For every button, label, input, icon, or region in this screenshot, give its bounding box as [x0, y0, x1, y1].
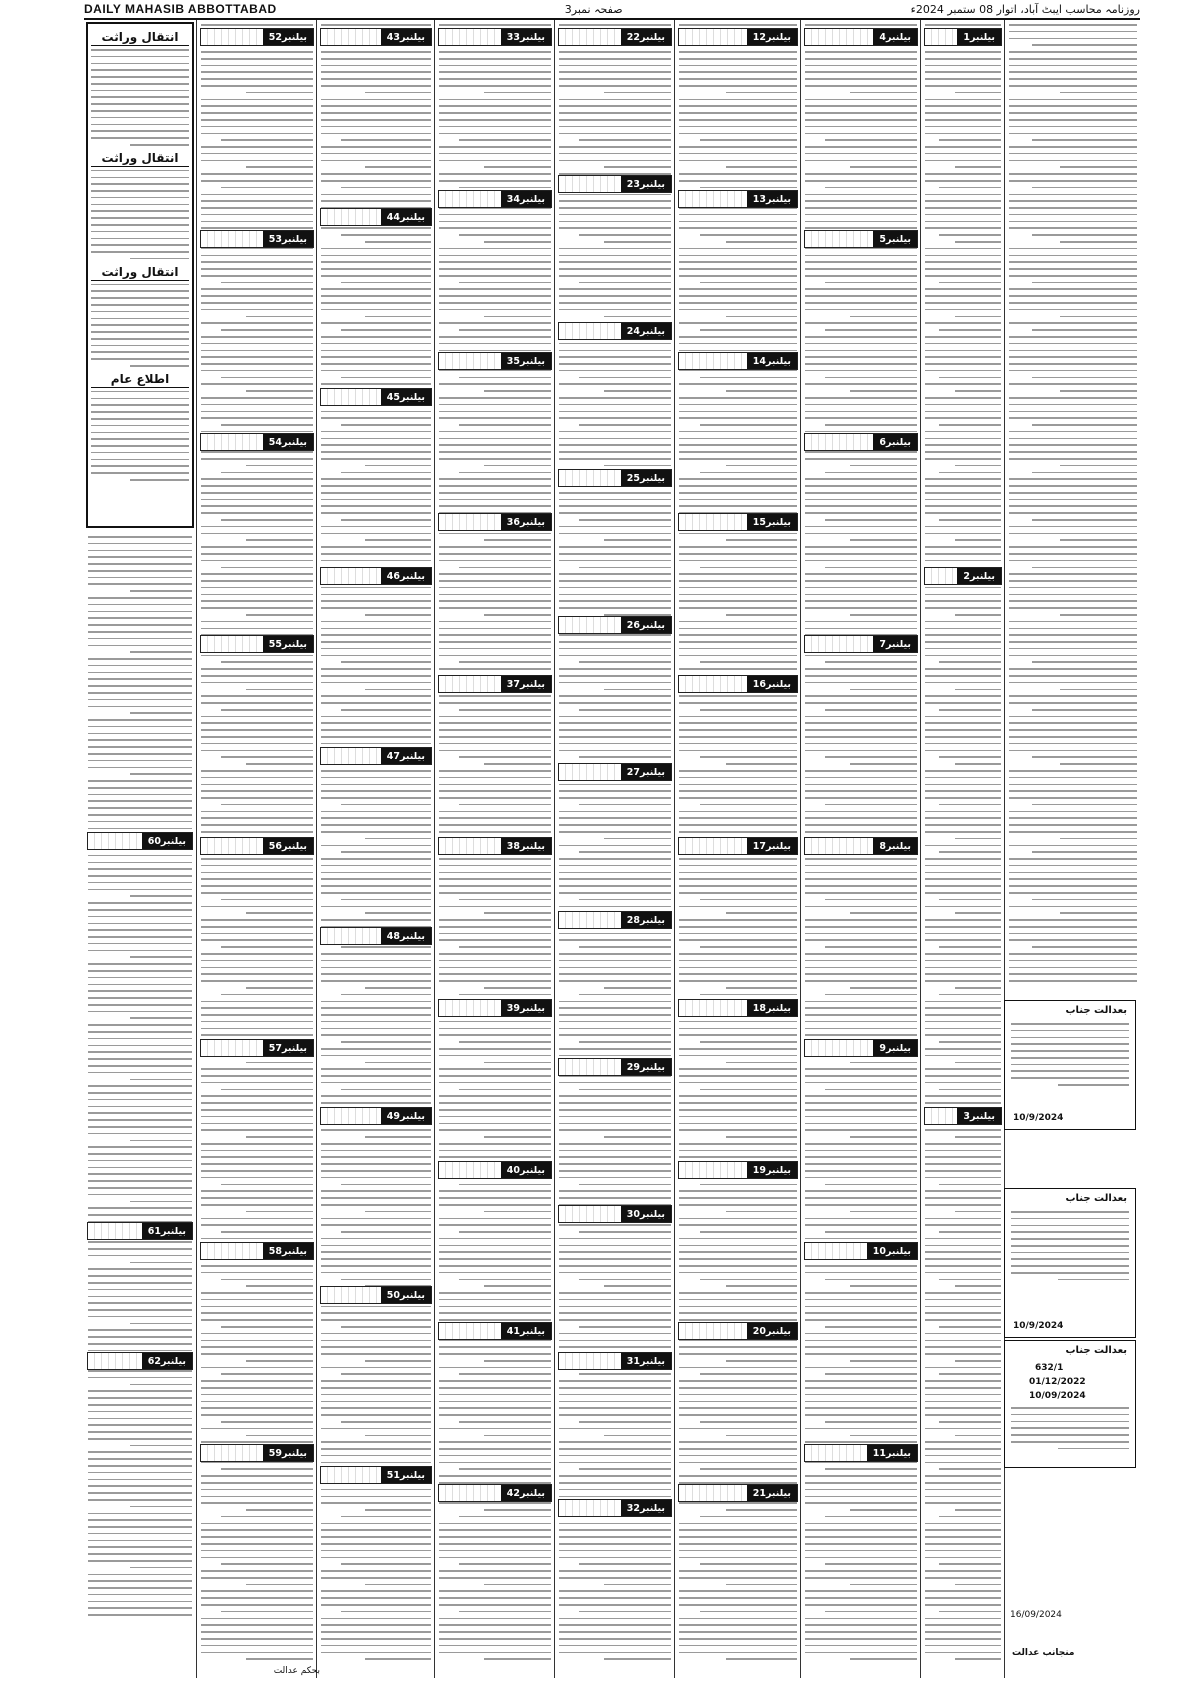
entry-label: بیلنبر: [640, 1061, 665, 1073]
entry-number: 20: [752, 1325, 766, 1337]
entry-label: بیلنبر: [766, 840, 791, 852]
entry-header: [678, 513, 798, 531]
entry-label: بیلنبر: [400, 31, 425, 43]
notice-title: انتقال وراثت: [91, 265, 189, 281]
notice-title: انتقال وراثت: [91, 151, 189, 167]
entry-label: بیلنبر: [282, 31, 307, 43]
entry-header: [438, 1322, 552, 1340]
column-text: [925, 24, 1001, 1665]
entry-header: [200, 433, 314, 451]
entry-number: 45: [386, 391, 400, 403]
entry-number: 42: [506, 1487, 520, 1499]
case-date: 01/12/2022: [1029, 1377, 1086, 1387]
entry-label: بیلنبر: [400, 750, 425, 762]
entry-header: [438, 352, 552, 370]
entry-header: [924, 567, 1002, 585]
entry-label: بیلنبر: [520, 193, 545, 205]
entry-label: بیلنبر: [970, 570, 995, 582]
entry-number: 36: [506, 516, 520, 528]
entry-header: [558, 1205, 672, 1223]
entry-header: [87, 1222, 193, 1240]
entry-header: [804, 1242, 918, 1260]
entry-number: 54: [268, 436, 282, 448]
entry-label: بیلنبر: [640, 619, 665, 631]
entry-header: [438, 28, 552, 46]
entry-header: [200, 1242, 314, 1260]
entry-header: [200, 1039, 314, 1057]
entry-header: [320, 747, 432, 765]
entry-number: 1: [963, 31, 970, 43]
column-text: [1009, 24, 1137, 987]
newspaper-name: DAILY MAHASIB ABBOTTABAD: [84, 2, 277, 16]
entry-header: [200, 635, 314, 653]
entry-label: بیلنبر: [282, 1447, 307, 1459]
entry-header: [320, 1286, 432, 1304]
entry-header: [558, 616, 672, 634]
notice-date: 16/09/2024: [1010, 1610, 1062, 1620]
entry-header: [87, 832, 193, 850]
entry-label: بیلنبر: [161, 1225, 186, 1237]
notice-title: اطلاع عام: [91, 372, 189, 388]
entry-header: [558, 1058, 672, 1076]
entry-number: 11: [872, 1447, 886, 1459]
entry-label: بیلنبر: [886, 1245, 911, 1257]
notice-text: [91, 49, 189, 146]
column-2: [196, 20, 317, 1678]
notice-text: [91, 391, 189, 481]
issue-date: روزنامہ محاسب ایبٹ آباد، اتوار 08 ستمبر 2024ء: [910, 2, 1140, 16]
entry-header: [678, 675, 798, 693]
entry-header: [678, 1161, 798, 1179]
entry-label: بیلنبر: [886, 638, 911, 650]
entry-header: [804, 1039, 918, 1057]
entry-label: بیلنبر: [640, 325, 665, 337]
entry-header: [438, 1484, 552, 1502]
entry-label: بیلنبر: [400, 391, 425, 403]
entry-label: بیلنبر: [640, 31, 665, 43]
footer-note: بحکم عدالت: [273, 1666, 320, 1676]
entry-number: 22: [626, 31, 640, 43]
entry-header: [438, 837, 552, 855]
entry-number: 35: [506, 355, 520, 367]
entry-label: بیلنبر: [520, 355, 545, 367]
entry-number: 5: [879, 233, 886, 245]
entry-number: 26: [626, 619, 640, 631]
entry-number: 19: [752, 1164, 766, 1176]
entry-header: [804, 433, 918, 451]
entry-label: بیلنبر: [282, 1042, 307, 1054]
entry-header: [558, 469, 672, 487]
entry-label: بیلنبر: [282, 638, 307, 650]
entry-label: بیلنبر: [766, 1164, 791, 1176]
entry-header: [558, 175, 672, 193]
entry-label: بیلنبر: [282, 840, 307, 852]
entry-label: بیلنبر: [520, 678, 545, 690]
court-notice-box: [1004, 1000, 1136, 1130]
entry-number: 34: [506, 193, 520, 205]
court-case-box: [1004, 1340, 1136, 1468]
entry-number: 40: [506, 1164, 520, 1176]
court-title: بعدالت جناب: [1065, 1193, 1127, 1204]
entry-label: بیلنبر: [766, 1002, 791, 1014]
entry-label: بیلنبر: [886, 840, 911, 852]
entry-header: [320, 28, 432, 46]
column-5: [554, 20, 675, 1678]
entry-label: بیلنبر: [766, 516, 791, 528]
entry-number: 61: [147, 1225, 161, 1237]
entry-label: بیلنبر: [766, 1325, 791, 1337]
entry-label: بیلنبر: [520, 1164, 545, 1176]
entry-number: 52: [268, 31, 282, 43]
entry-header: [924, 28, 1002, 46]
entry-number: 6: [879, 436, 886, 448]
entry-header: [438, 513, 552, 531]
entry-header: [438, 190, 552, 208]
page-number: صفحہ نمبر3: [564, 2, 623, 16]
entry-number: 4: [879, 31, 886, 43]
entry-label: بیلنبر: [520, 1325, 545, 1337]
entry-number: 15: [752, 516, 766, 528]
hearing-date: 10/9/2024: [1013, 1113, 1064, 1123]
entry-header: [804, 1444, 918, 1462]
entry-number: 49: [386, 1110, 400, 1122]
entry-header: [320, 567, 432, 585]
column-7: [800, 20, 921, 1678]
entry-header: [804, 28, 918, 46]
entry-label: بیلنبر: [161, 1355, 186, 1367]
column-1: [84, 532, 196, 1662]
entry-header: [438, 1161, 552, 1179]
entry-label: بیلنبر: [640, 178, 665, 190]
entry-header: [804, 635, 918, 653]
entry-label: بیلنبر: [640, 766, 665, 778]
entry-label: بیلنبر: [161, 835, 186, 847]
entry-number: 58: [268, 1245, 282, 1257]
entry-number: 59: [268, 1447, 282, 1459]
entry-number: 56: [268, 840, 282, 852]
entry-label: بیلنبر: [282, 1245, 307, 1257]
column-8: [920, 20, 1005, 1678]
entry-number: 16: [752, 678, 766, 690]
column-3: [316, 20, 435, 1678]
entry-number: 24: [626, 325, 640, 337]
entry-label: بیلنبر: [766, 355, 791, 367]
entry-number: 38: [506, 840, 520, 852]
notice-title: انتقال وراثت: [91, 30, 189, 46]
entry-number: 18: [752, 1002, 766, 1014]
entry-label: بیلنبر: [282, 436, 307, 448]
entry-number: 8: [879, 840, 886, 852]
entry-number: 13: [752, 193, 766, 205]
entry-header: [320, 927, 432, 945]
entry-number: 37: [506, 678, 520, 690]
entry-header: [804, 230, 918, 248]
entry-label: بیلنبر: [400, 211, 425, 223]
entry-number: 51: [386, 1469, 400, 1481]
entry-number: 28: [626, 914, 640, 926]
entry-label: بیلنبر: [400, 1469, 425, 1481]
entry-label: بیلنبر: [640, 472, 665, 484]
entry-number: 43: [386, 31, 400, 43]
entry-number: 3: [963, 1110, 970, 1122]
entry-label: بیلنبر: [520, 1487, 545, 1499]
case-date: 10/09/2024: [1029, 1391, 1086, 1401]
entry-number: 23: [626, 178, 640, 190]
entry-label: بیلنبر: [886, 1042, 911, 1054]
entry-label: بیلنبر: [766, 678, 791, 690]
entry-number: 10: [872, 1245, 886, 1257]
entry-header: [438, 675, 552, 693]
entry-label: بیلنبر: [400, 1289, 425, 1301]
entry-number: 17: [752, 840, 766, 852]
entry-number: 53: [268, 233, 282, 245]
entry-header: [200, 1444, 314, 1462]
entry-number: 60: [147, 835, 161, 847]
entry-number: 44: [386, 211, 400, 223]
entry-number: 55: [268, 638, 282, 650]
entry-number: 14: [752, 355, 766, 367]
entry-label: بیلنبر: [766, 193, 791, 205]
case-number: 632/1: [1035, 1363, 1064, 1373]
entry-header: [678, 1322, 798, 1340]
entry-number: 12: [752, 31, 766, 43]
court-title: بعدالت جناب: [1065, 1345, 1127, 1356]
court-notice-box: [1004, 1188, 1136, 1338]
entry-label: بیلنبر: [640, 1355, 665, 1367]
entry-header: [320, 1466, 432, 1484]
entry-label: بیلنبر: [400, 930, 425, 942]
entry-label: بیلنبر: [400, 1110, 425, 1122]
entry-header: [558, 28, 672, 46]
entry-number: 39: [506, 1002, 520, 1014]
entry-label: بیلنبر: [520, 1002, 545, 1014]
column-6: [674, 20, 801, 1678]
masthead: [84, 0, 1140, 20]
entry-header: [558, 1352, 672, 1370]
entry-label: بیلنبر: [520, 31, 545, 43]
entry-number: 48: [386, 930, 400, 942]
court-title: بعدالت جناب: [1065, 1005, 1127, 1016]
entry-label: بیلنبر: [766, 1487, 791, 1499]
entry-number: 29: [626, 1061, 640, 1073]
entry-header: [320, 1107, 432, 1125]
entry-header: [678, 999, 798, 1017]
entry-header: [87, 1352, 193, 1370]
entry-header: [678, 352, 798, 370]
entry-number: 33: [506, 31, 520, 43]
entry-number: 50: [386, 1289, 400, 1301]
entry-header: [200, 28, 314, 46]
entry-number: 25: [626, 472, 640, 484]
entry-number: 62: [147, 1355, 161, 1367]
entry-header: [200, 230, 314, 248]
entry-number: 41: [506, 1325, 520, 1337]
entry-header: [558, 763, 672, 781]
entry-header: [678, 837, 798, 855]
entry-label: بیلنبر: [766, 31, 791, 43]
entry-number: 47: [386, 750, 400, 762]
entry-number: 27: [626, 766, 640, 778]
notices-box: [86, 22, 194, 528]
entry-number: 7: [879, 638, 886, 650]
entry-header: [200, 837, 314, 855]
entry-label: بیلنبر: [400, 570, 425, 582]
entry-number: 9: [879, 1042, 886, 1054]
entry-number: 30: [626, 1208, 640, 1220]
hearing-date: 10/9/2024: [1013, 1321, 1064, 1331]
entry-label: بیلنبر: [886, 436, 911, 448]
entry-label: بیلنبر: [520, 840, 545, 852]
notice-text: [91, 284, 189, 367]
entry-number: 32: [626, 1502, 640, 1514]
entry-header: [558, 1499, 672, 1517]
entry-label: بیلنبر: [640, 1208, 665, 1220]
entry-label: بیلنبر: [640, 1502, 665, 1514]
entry-number: 21: [752, 1487, 766, 1499]
entry-number: 57: [268, 1042, 282, 1054]
column-text: [88, 536, 192, 1621]
entry-header: [678, 190, 798, 208]
entry-number: 31: [626, 1355, 640, 1367]
entry-label: بیلنبر: [640, 914, 665, 926]
entry-label: بیلنبر: [886, 233, 911, 245]
court-signature: منجانب عدالت: [1012, 1648, 1075, 1658]
entry-header: [804, 837, 918, 855]
entry-label: بیلنبر: [886, 31, 911, 43]
column-4: [434, 20, 555, 1678]
entry-header: [678, 28, 798, 46]
entry-header: [438, 999, 552, 1017]
entry-label: بیلنبر: [970, 31, 995, 43]
entry-number: 46: [386, 570, 400, 582]
entry-header: [558, 911, 672, 929]
column-text: [321, 24, 431, 1665]
entry-label: بیلنبر: [282, 233, 307, 245]
entry-number: 2: [963, 570, 970, 582]
entry-header: [924, 1107, 1002, 1125]
entry-label: بیلنبر: [520, 516, 545, 528]
entry-header: [320, 388, 432, 406]
entry-label: بیلنبر: [970, 1110, 995, 1122]
entry-header: [558, 322, 672, 340]
entry-header: [320, 208, 432, 226]
entry-header: [678, 1484, 798, 1502]
column-text: [559, 24, 671, 1665]
entry-label: بیلنبر: [886, 1447, 911, 1459]
notice-text: [91, 170, 189, 260]
